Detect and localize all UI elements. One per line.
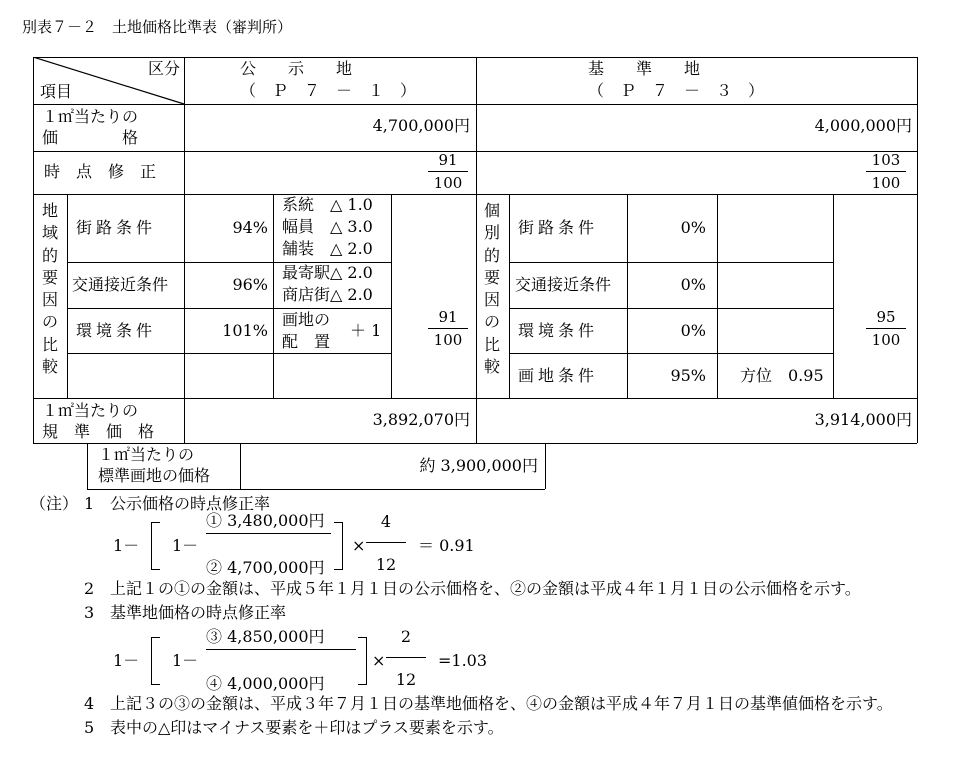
individual-row-pct: 0% (680, 321, 706, 340)
note-2-text: 上記１の①の金額は、平成５年１月１日の公示価格を、②の金額は平成４年１月１日の公示価格を示す。 (110, 579, 861, 598)
regional-row-pct: 101% (222, 321, 268, 340)
final-label-line2: 標準画地の価格 (98, 466, 211, 485)
note-3-number: 3 (84, 603, 95, 622)
regional-note: 舗装 △ 2.0 (282, 239, 373, 258)
header-kubun: 区分 (148, 59, 181, 78)
regional-note: 配 置 (282, 332, 331, 351)
price-label-line2: 価 格 (42, 128, 139, 147)
kijun-time-fraction: $\frac{103}{100}$ (866, 153, 906, 191)
formula-1-numerator: ① 3,480,000円 (206, 513, 331, 534)
kijun-header: 基 準 地 (588, 59, 701, 78)
regional-total-fraction: $\frac{91}{100}$ (428, 310, 468, 348)
kijun-subheader: （ Ｐ ７ － ３ ） (588, 81, 765, 100)
individual-row-label: 街路条件 (518, 218, 599, 237)
header-koumoku: 項目 (40, 82, 73, 101)
individual-row-pct: 0% (680, 275, 706, 294)
individual-row-note: 方位 0.95 (740, 366, 824, 385)
formula-2-numerator: ③ 4,850,000円 (206, 629, 356, 650)
final-value: 約 3,900,000円 (419, 456, 538, 475)
individual-side-label: 個別的要因の比較 (483, 201, 500, 377)
note-3-text: 基準地価格の時点修正率 (110, 603, 287, 622)
kouji-price-value: 4,700,000円 (372, 116, 470, 135)
notes-prefix: （注） (30, 494, 79, 513)
note-4-number: 4 (84, 694, 95, 713)
individual-row-label: 環境条件 (518, 321, 599, 340)
page-title: 別表７－２ 土地価格比準表（審判所） (22, 18, 293, 36)
kijun-standard-value: 3,914,000円 (814, 410, 912, 429)
individual-row-label: 画地条件 (518, 366, 599, 385)
formula-1-denominator: ② 4,700,000円 (206, 558, 325, 577)
standard-label-line2: 規 準 価 格 (42, 422, 155, 441)
note-4-text: 上記３の③の金額は、平成３年７月１日の基準地価格を、④の金額は平成４年７月１日の基準値価格を示す。 (110, 694, 893, 713)
kijun-price-value: 4,000,000円 (814, 116, 912, 135)
note-2-number: 2 (84, 579, 95, 598)
note-1-number: 1 (84, 494, 95, 513)
regional-row-label: 街路条件 (76, 218, 157, 237)
individual-total-fraction: $\frac{95}{100}$ (866, 310, 906, 348)
individual-row-label: 交通接近条件 (515, 275, 612, 294)
formula-2-fraction: $\frac{2}{12}$ (386, 629, 426, 688)
final-label-line1: １㎡当たりの (98, 445, 195, 464)
formula-1-result: ＝ 0.91 (418, 536, 475, 555)
regional-row-pct: 96% (232, 275, 268, 294)
standard-label-line1: １㎡当たりの (42, 401, 139, 420)
kouji-standard-value: 3,892,070円 (372, 410, 470, 429)
regional-note: 画地の (282, 310, 331, 329)
individual-row-pct: 95% (670, 366, 706, 385)
regional-row-pct: 94% (232, 218, 268, 237)
time-adjust-label: 時 点 修 正 (44, 162, 157, 181)
kouji-subheader: （ Ｐ ７ － １ ） (240, 81, 417, 100)
individual-row-pct: 0% (680, 218, 706, 237)
kouji-header: 公 示 地 (240, 59, 353, 78)
regional-note: 幅員 △ 3.0 (282, 217, 373, 236)
regional-row-label: 環境条件 (76, 321, 157, 340)
kouji-time-fraction: $\frac{91}{100}$ (428, 153, 468, 191)
regional-note: 最寄駅△ 2.0 (282, 263, 373, 282)
regional-note: ＋ 1 (350, 321, 382, 340)
note-5-text: 表中の△印はマイナス要素を＋印はプラス要素を示す。 (110, 718, 504, 737)
note-1-text: 公示価格の時点修正率 (110, 494, 271, 513)
regional-side-label: 地域的要因の比較 (41, 201, 58, 377)
note-5-number: 5 (84, 718, 95, 737)
regional-note: 商店街△ 2.0 (282, 285, 373, 304)
formula-1-fraction: $\frac{4}{12}$ (366, 514, 406, 573)
formula-2-denominator: ④ 4,000,000円 (206, 674, 325, 693)
regional-note: 系統 △ 1.0 (282, 195, 373, 214)
regional-row-label: 交通接近条件 (72, 275, 169, 294)
price-label-line1: １㎡当たりの (42, 107, 139, 126)
formula-2-result: =1.03 (438, 651, 488, 670)
